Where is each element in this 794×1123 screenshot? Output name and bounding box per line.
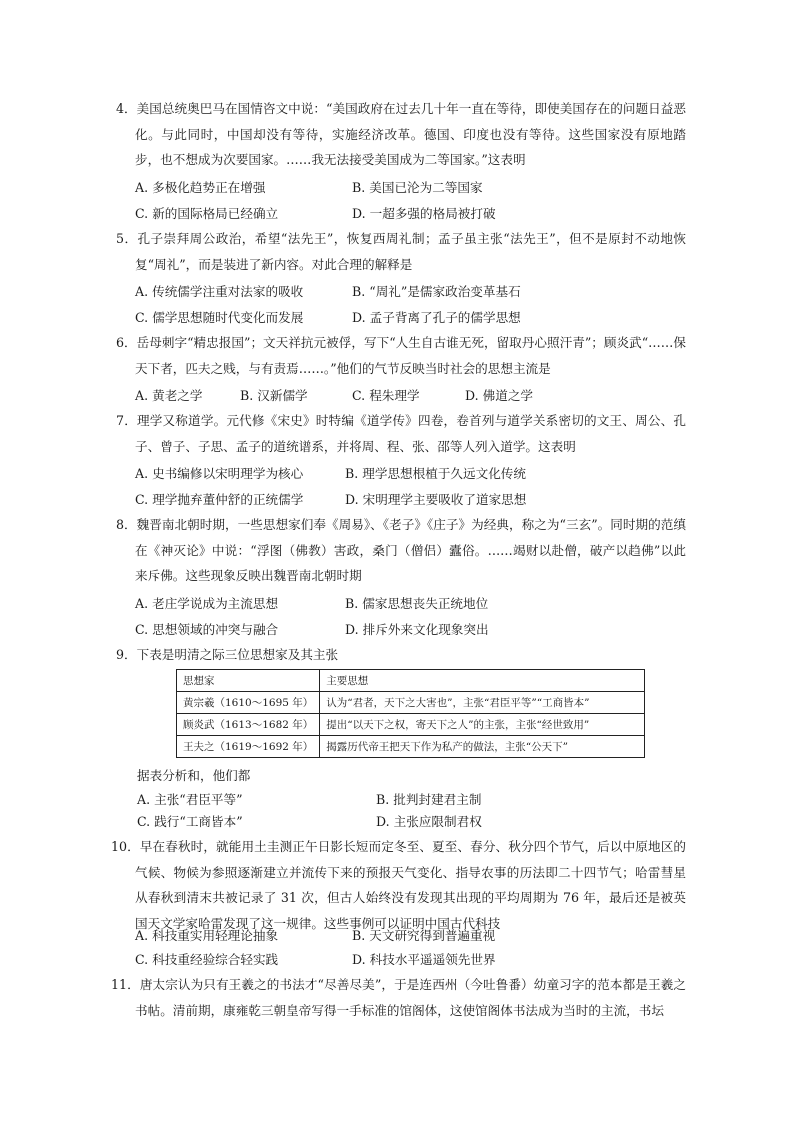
option-d: D. 排斥外来文化现象突出: [345, 622, 489, 637]
option-a: A. 科技重实用轻理论抽象: [135, 928, 279, 943]
option-a: A. 传统儒学注重对法家的吸收: [135, 284, 304, 299]
option-b: B. 儒家思想丧失正统地位: [345, 596, 489, 611]
option-d: D. 孟子背离了孔子的儒学思想: [352, 310, 521, 325]
question-10: [111, 834, 686, 936]
table-cell: 顾炎武（1613～1682 年）: [177, 714, 320, 736]
question-8: [116, 512, 686, 589]
option-b: B. 汉新儒学: [240, 388, 308, 403]
option-b: B. 理学思想根植于久远文化传统: [345, 466, 526, 481]
question-stem: 5．孔子崇拜周公政治，希望“法先王”，恢复西周礼制；孟子虽主张“法先王”，但不是原封不动地恢复“周礼”，而是装进了新内容。对此合理的解释是: [116, 231, 686, 272]
option-c: C. 新的国际格局已经确立: [135, 206, 279, 221]
table-cell: 认为“君者，天下之大害也”，主张“君臣平等”“工商皆本”: [320, 692, 645, 714]
table-header-row: [177, 670, 645, 692]
option-a: A. 老庄学说成为主流思想: [135, 596, 279, 611]
table-cell: 揭露历代帝王把天下作为私产的做法，主张“公天下”: [320, 736, 645, 758]
question-9: [116, 642, 686, 668]
table-row: [177, 736, 645, 758]
question-stem: 4．美国总统奥巴马在国情咨文中说：“美国政府在过去几十年一直在等待，即使美国存在的问题日益恶化。与此同时，中国却没有等待，实施经济改革。德国、印度也没有等待。这些国家没有原地踏步，也不想成为次要国家。……我无法接受美国成为二等国家。”这表明: [116, 101, 686, 167]
option-d: D. 科技水平遥遥领先世界: [352, 952, 496, 967]
option-d: D. 佛道之学: [465, 388, 534, 403]
table-row: [177, 714, 645, 736]
option-c: C. 科技重经验综合轻实践: [135, 952, 279, 967]
table-cell: 王夫之（1619～1692 年）: [177, 736, 320, 758]
question-stem: 7．理学又称道学。元代修《宋史》时特编《道学传》四卷，卷首列与道学关系密切的文王、周公、孔子、曾子、子思、孟子的道统谱系，并将周、程、张、邵等人列入道学。这表明: [116, 413, 686, 454]
question-6: [116, 330, 686, 381]
option-c: C. 思想领域的冲突与融合: [135, 622, 279, 637]
question-stem: 11．唐太宗认为只有王羲之的书法才“尽善尽美”，于是连西州（今吐鲁番）幼童习字的范本都是王羲之书帖。清前期，康雍乾三朝皇帝写得一手标准的馆阁体，这使馆阁体书法成为当时的主流，书坛: [111, 977, 686, 1018]
option-a: A. 黄老之学: [135, 388, 203, 403]
question-stem: 9．下表是明清之际三位思想家及其主张: [116, 647, 339, 662]
question-7: [116, 408, 686, 459]
question-stem: 10．早在春秋时，就能用土圭测正午日影长短而定冬至、夏至、春分、秋分四个节气，后以中原地区的气候、物候为参照逐渐建立并流传下来的预报天气变化、指导农事的历法即二十四节气；哈雷彗星从春秋到清末共被记录了 31 次，但古人始终没有发现其出现的平均周期为 76 年，最后还是被英国天文学家哈雷发现了这一规律。这些事例可以证明中国古代科技: [111, 839, 686, 931]
thinkers-table: [176, 669, 645, 758]
question-4: [116, 96, 686, 173]
question-stem: 8．魏晋南北朝时期，一些思想家们奉《周易》、《老子》《庄子》为经典，称之为“三玄”。同时期的范缜在《神灭论》中说：“浮图（佛教）害政，桑门（僧侣）蠹俗。……竭财以赴僧，破产以趋佛”以此来斥佛。这些现象反映出魏晋南北朝时期: [116, 517, 686, 583]
option-a: A. 主张“君臣平等”: [137, 792, 243, 807]
table-follow-up-text: 据表分析和，他们都: [137, 768, 251, 783]
table-row: [177, 692, 645, 714]
option-d: D. 宋明理学主要吸收了道家思想: [345, 492, 527, 507]
question-stem: 6．岳母刺字“精忠报国”；文天祥抗元被俘，写下“人生自古谁无死，留取丹心照汗青”；顾炎武“……保天下者，匹夫之贱，与有责焉……。”他们的气节反映当时社会的思想主流是: [116, 335, 686, 376]
option-c: C. 践行“工商皆本”: [137, 814, 243, 829]
option-b: B. 美国已沦为二等国家: [352, 180, 483, 195]
option-c: C. 儒学思想随时代变化而发展: [135, 310, 304, 325]
option-d: D. 主张应限制君权: [376, 814, 482, 829]
table-header-cell: 思想家: [177, 670, 320, 692]
table-cell: 提出“以天下之权，寄天下之人”的主张，主张“经世致用”: [320, 714, 645, 736]
option-d: D. 一超多强的格局被打破: [352, 206, 496, 221]
table-cell: 黄宗羲（1610～1695 年）: [177, 692, 320, 714]
option-c: C. 程朱理学: [352, 388, 420, 403]
option-b: B. 批判封建君主制: [376, 792, 482, 807]
question-5: [116, 226, 686, 277]
option-c: C. 理学抛弃董仲舒的正统儒学: [135, 492, 304, 507]
option-a: A. 多极化趋势正在增强: [135, 180, 266, 195]
question-11: [111, 972, 686, 1023]
table-header-cell: 主要思想: [320, 670, 645, 692]
option-b: B. “周礼”是儒家政治变革基石: [352, 284, 521, 299]
option-a: A. 史书编修以宋明理学为核心: [135, 466, 304, 481]
option-b: B. 天文研究得到普遍重视: [352, 928, 496, 943]
